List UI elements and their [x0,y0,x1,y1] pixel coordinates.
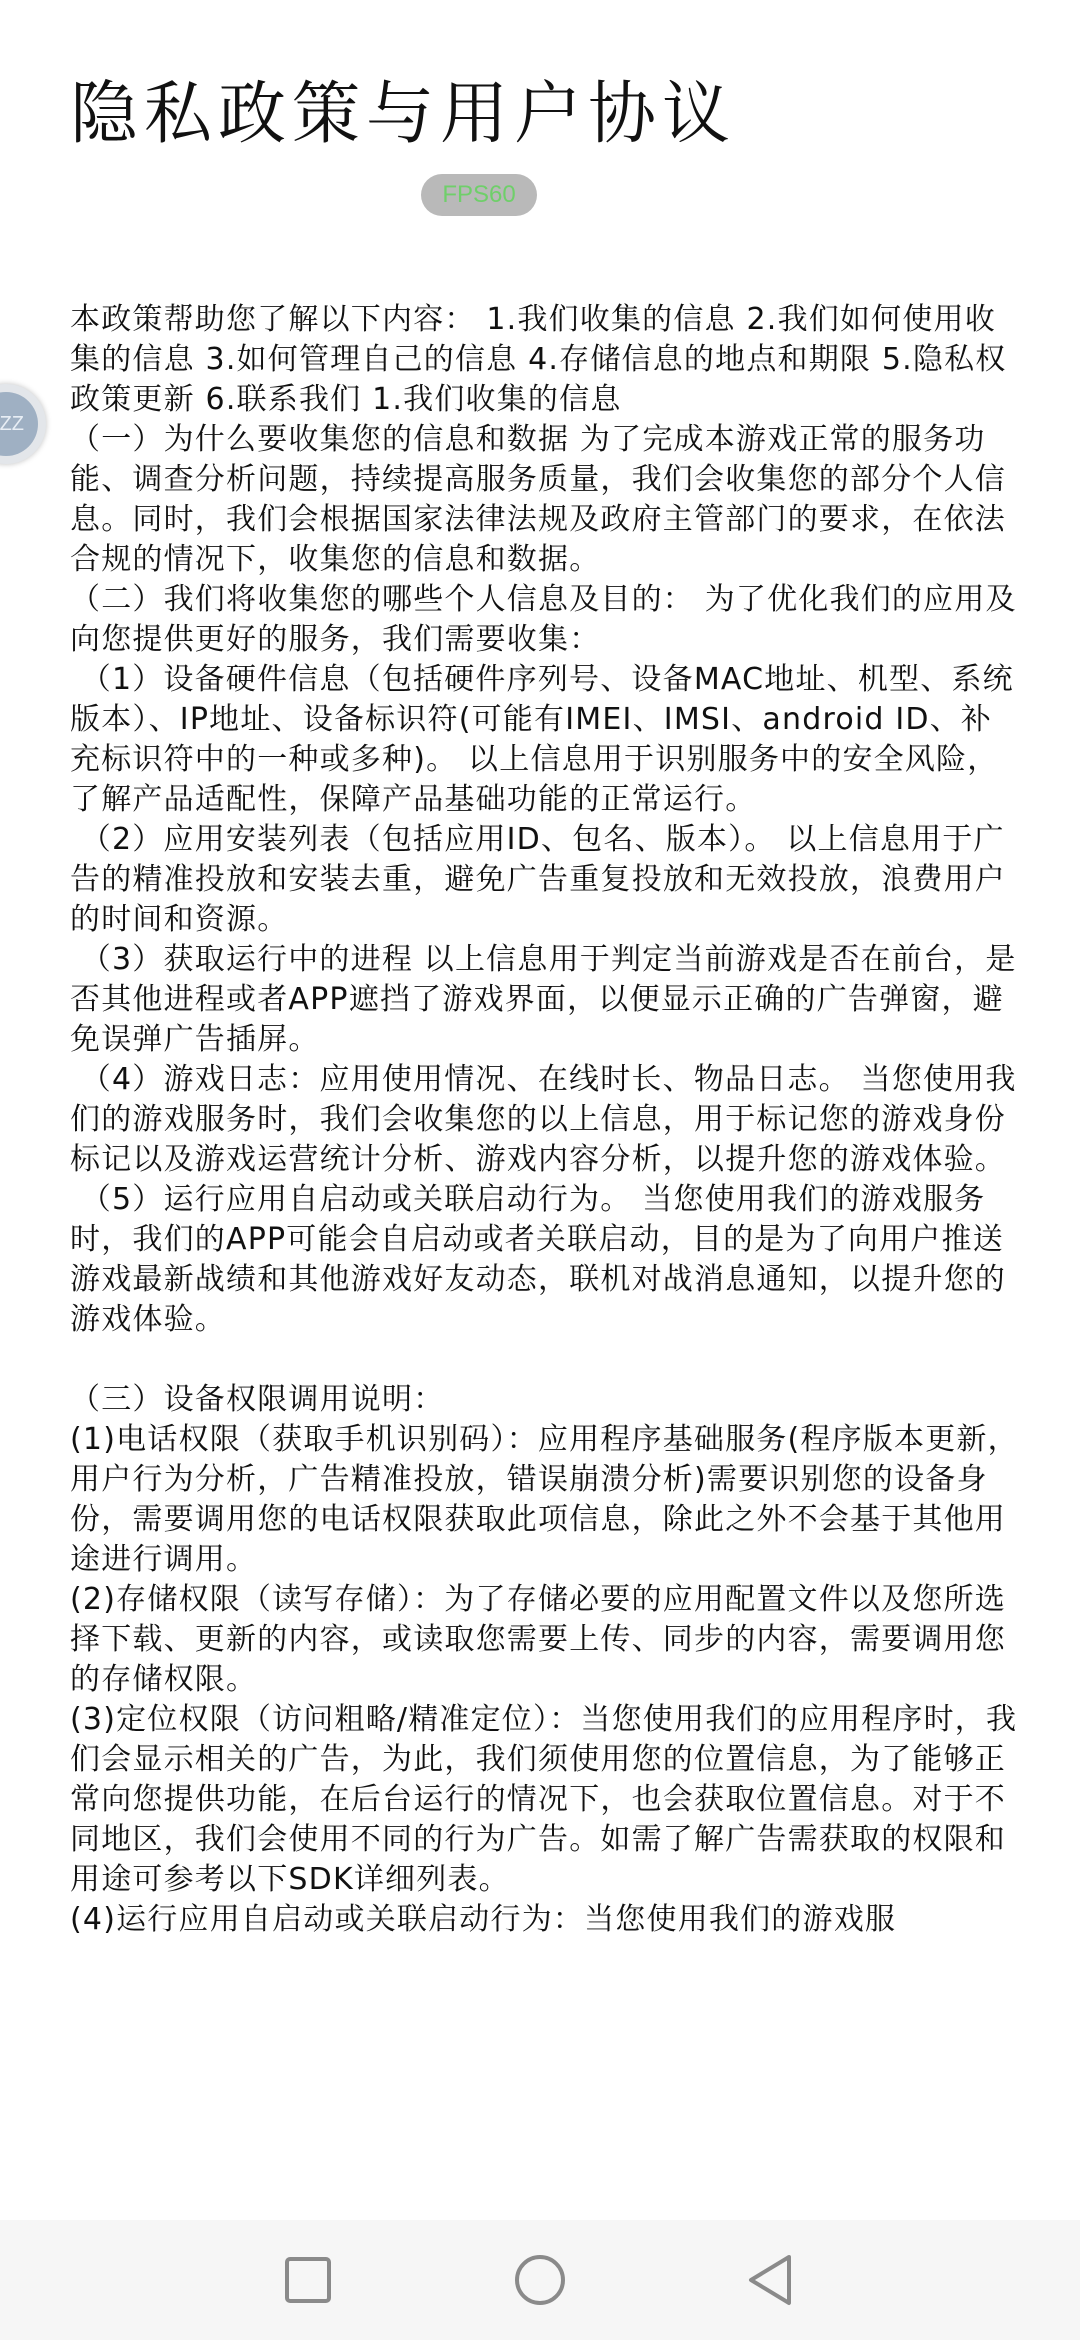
circle-home-icon [513,2253,567,2307]
back-button[interactable] [710,2220,830,2340]
recents-button[interactable] [248,2220,368,2340]
home-button[interactable] [480,2220,600,2340]
page-title: 隐私政策与用户协议 [70,75,737,154]
floating-assistant-ball[interactable] [0,384,46,464]
policy-body-text: 本政策帮助您了解以下内容： 1.我们收集的信息 2.我们如何使用收集的信息 3.如何管理自己的信息 4.存储信息的地点和期限 5.隐私权政策更新 6.联系我们 1.我们收集的信息 （一）为什么要收集您的信息和数据 为了完成本游戏正常的服务功能、调查分析问题，持续提高服务质量，我们会收集您的部分个人信息。同时，我们会根据国家法律法规及政府主管部门的要求，在依法合规的情况下，收集您的信息和数据。 （二）我们将收集您的哪些个人信息及目的： 为了优化我们的应用及向您提供更好的服务，我们需要收集： （1）设备硬件信息（包括硬件序列号、设备MAC地址、机型、系统版本）、IP地址、设备标识符(可能有IMEI、IMSI、android ID、补充标识符中的一种或多种)。 以上信息用于识别服务中的安全风险，了解产品适配性，保障产品基础功能的正常运行。 （2）应用安装列表（包括应用ID、包名、版本）。 以上信息用于广告的精准投放和安装去重，避免广告重复投放和无效投放，浪费用户的时间和资源。 （3）获取运行中的进程 以上信息用于判定当前游戏是否在前台，是否其他进程或者APP遮挡了游戏界面，以便显示正确的广告弹窗，避免误弹广告插屏。 （4）游戏日志：应用使用情况、在线时长、物品日志。 当您使用我们的游戏服务时，我们会收集您的以上信息，用于标记您的游戏身份标记以及游戏运营统计分析、游戏内容分析，以提升您的游戏体验。 （5）运行应用自启动或关联启动行为。 当您使用我们的游戏服务时，我们的APP可能会自启动或者关联启动，目的是为了向用户推送游戏最新战绩和其他游戏好友动态，联机对战消息通知，以提升您的游戏体验。 （三）设备权限调用说明： (1)电话权限（获取手机识别码）：应用程序基础服务(程序版本更新，用户行为分析，广告精准投放，错误崩溃分析)需要识别您的设备身份，需要调用您的电话权限获取此项信息，除此之外不会基于其他用途进行调用。 (2)存储权限（读写存储）：为了存储必要的应用配置文件以及您所选择下载、更新的内容，或读取您需要上传、同步的内容，需要调用您的存储权限。 (3)定位权限（访问粗略/精准定位）：当您使用我们的应用程序时，我们会显示相关的广告，为此，我们须使用您的位置信息，为了能够正常向您提供功能，在后台运行的情况下，也会获取位置信息。对于不同地区，我们会使用不同的行为广告。如需了解广告需获取的权限和用途可参考以下SDK详细列表。 (4)运行应用自启动或关联启动行为：当您使用我们的游戏服 [70,302,1019,1937]
floating-ball-icon: ZZ [0,392,38,456]
system-navigation-bar [0,2220,1080,2340]
fps-badge: FPS60 [421,174,537,216]
triangle-back-icon [745,2253,795,2307]
square-recents-icon [284,2256,332,2304]
